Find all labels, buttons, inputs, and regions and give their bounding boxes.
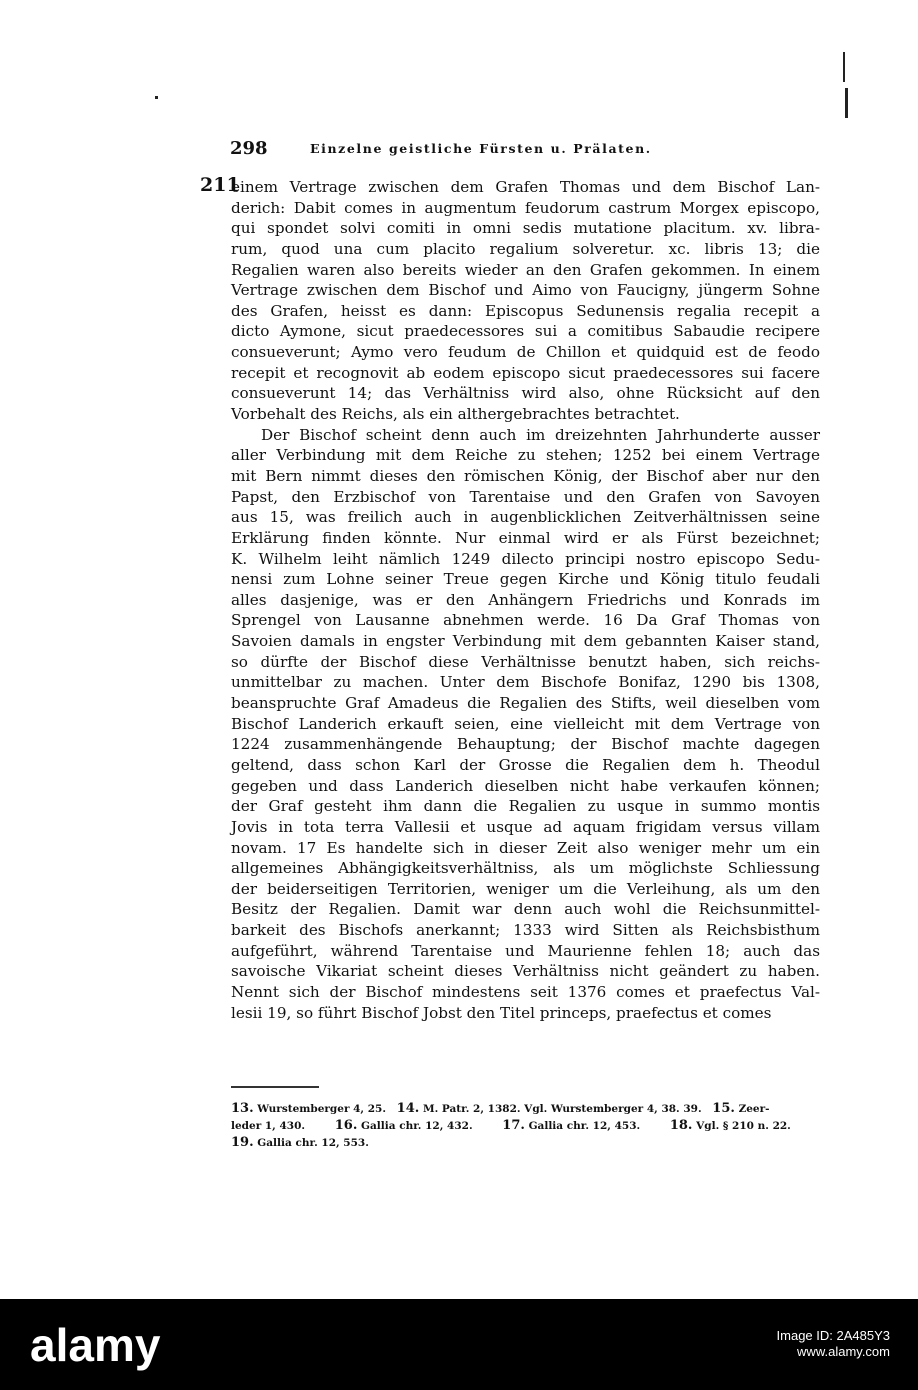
text-line: des Grafen, heisst es dann: Episcopus Sedunensis regalia recepit a <box>231 301 820 320</box>
footnote: 13. Wurstemberger 4, 25. <box>231 1101 387 1116</box>
text-line: aufgeführt, während Tarentaise und Maurienne fehlen 18; auch das <box>231 941 820 960</box>
footnote-line <box>231 1117 811 1134</box>
body-text <box>231 177 820 1023</box>
page-number: 298 <box>230 138 268 159</box>
text-line: rum, quod una cum placito regalium solveretur. xc. libris 13; die <box>231 239 820 258</box>
text-line: 1224 zusammenhängende Behauptung; der Bischof machte dagegen <box>231 735 820 754</box>
text-line: consueverunt 14; das Verhältniss wird also, ohne Rücksicht auf den <box>231 384 820 403</box>
text-line: derich: Dabit comes in augmentum feudorum castrum Morgex episcopo, <box>231 198 820 217</box>
image-id-block <box>777 1328 890 1360</box>
page-header <box>230 138 820 164</box>
footnote-line <box>231 1100 811 1117</box>
text-line: Der Bischof scheint denn auch im dreizehnten Jahrhunderte ausser <box>261 425 820 444</box>
footnote: 17. Gallia chr. 12, 453. <box>502 1118 641 1133</box>
text-line: nensi zum Lohne seiner Treue gegen Kirche und König titulo feudali <box>231 570 820 589</box>
text-line: so dürfte der Bischof diese Verhältnisse benutzt haben, sich reichs- <box>231 652 820 671</box>
text-line: Bischof Landerich erkauft seien, eine vielleicht mit dem Vertrage von <box>231 714 820 733</box>
text-line: Papst, den Erzbischof von Tarentaise und den Grafen von Savoyen <box>231 487 820 506</box>
text-line: barkeit des Bischofs anerkannt; 1333 wird Sitten als Reichsbisthum <box>231 921 820 940</box>
text-line: aus 15, was freilich auch in augenblicklichen Zeitverhältnissen seine <box>231 508 820 527</box>
footnote: 15. Zeer- <box>712 1101 770 1116</box>
text-line: mit Bern nimmt dieses den römischen König, der Bischof aber nur den <box>231 466 820 485</box>
scan-mark-line <box>845 88 848 118</box>
image-id: Image ID: 2A485Y3 <box>776 1328 890 1343</box>
text-line: Vertrage zwischen dem Bischof und Aimo von Faucigny, jüngerm Sohne <box>231 281 820 300</box>
text-line: einem Vertrage zwischen dem Grafen Thomas und dem Bischof Lan- <box>231 178 820 196</box>
text-line: novam. 17 Es handelte sich in dieser Zeit also weniger mehr um ein <box>231 838 820 857</box>
paragraph-margin-number: 211 <box>200 174 240 196</box>
footnotes <box>231 1100 811 1151</box>
text-line: consueverunt; Aymo vero feudum de Chillon et quidquid est de feodo <box>231 343 820 362</box>
text-line: recepit et recognovit ab eodem episcopo sicut praedecessores sui facere <box>231 363 820 382</box>
running-title: Einzelne geistliche Fürsten u. Prälaten. <box>310 141 652 156</box>
text-line: alles dasjenige, was er den Anhängern Friedrichs und Konrads im <box>231 590 820 609</box>
scan-mark-line <box>843 52 845 82</box>
text-line: allgemeines Abhängigkeitsverhältniss, als um möglichste Schliessung <box>231 859 820 878</box>
footnote: 16. Gallia chr. 12, 432. <box>334 1118 473 1133</box>
text-line: aller Verbindung mit dem Reiche zu stehen; 1252 bei einem Vertrage <box>231 446 820 465</box>
text-line: savoische Vikariat scheint dieses Verhältniss nicht geändert zu haben. <box>231 962 820 981</box>
text-line: Nennt sich der Bischof mindestens seit 1376 comes et praefectus Val- <box>231 982 820 1001</box>
text-line: unmittelbar zu machen. Unter dem Bischofe Bonifaz, 1290 bis 1308, <box>231 673 820 692</box>
text-line: Jovis in tota terra Vallesii et usque ad aquam frigidam versus villam <box>231 817 820 836</box>
scan-mark-dot <box>155 96 158 99</box>
text-line: Vorbehalt des Reichs, als ein althergebrachtes betrachtet. <box>231 405 680 424</box>
text-line: dicto Aymone, sicut praedecessores sui a comitibus Sabaudie recipere <box>231 322 820 341</box>
text-line: qui spondet solvi comiti in omni sedis mutatione placitum. xv. libra- <box>231 219 820 238</box>
text-line: Besitz der Regalien. Damit war denn auch wohl die Reichsunmittel- <box>231 900 820 919</box>
text-line: Erklärung finden könnte. Nur einmal wird er als Fürst bezeichnet; <box>231 528 820 547</box>
text-line: der beiderseitigen Territorien, weniger um die Verleihung, als um den <box>231 879 820 898</box>
text-line: Regalien waren also bereits wieder an den Grafen gekommen. In einem <box>231 260 820 279</box>
footnote: 19. Gallia chr. 12, 553. <box>231 1135 369 1150</box>
text-line: lesii 19, so führt Bischof Jobst den Titel princeps, praefectus et comes <box>231 1003 772 1022</box>
alamy-logo: alamy <box>30 1319 161 1371</box>
text-line: K. Wilhelm leiht nämlich 1249 dilecto principi nostro episcopo Sedu- <box>231 549 820 568</box>
text-line: Savoien damals in engster Verbindung mit dem gebannten Kaiser stand, <box>231 632 820 651</box>
footnote: 14. M. Patr. 2, 1382. Vgl. Wurstemberger 4, 38. 39. <box>396 1101 702 1116</box>
text-line: gegeben und dass Landerich dieselben nicht habe verkaufen können; <box>231 776 820 795</box>
footnote: 18. Vgl. § 210 n. 22. <box>669 1118 791 1133</box>
text-line: beanspruchte Graf Amadeus die Regalien des Stifts, weil dieselben vom <box>231 694 820 713</box>
text-line: der Graf gesteht ihm dann die Regalien zu usque in summo montis <box>231 797 820 816</box>
footnote-line <box>231 1134 811 1151</box>
footnote-separator <box>231 1086 319 1088</box>
footnote: leder 1, 430. <box>231 1120 306 1132</box>
text-line: Sprengel von Lausanne abnehmen werde. 16 Da Graf Thomas von <box>231 611 820 630</box>
site-url: www.alamy.com <box>797 1344 890 1359</box>
text-line: geltend, dass schon Karl der Grosse die Regalien dem h. Theodul <box>231 755 820 774</box>
